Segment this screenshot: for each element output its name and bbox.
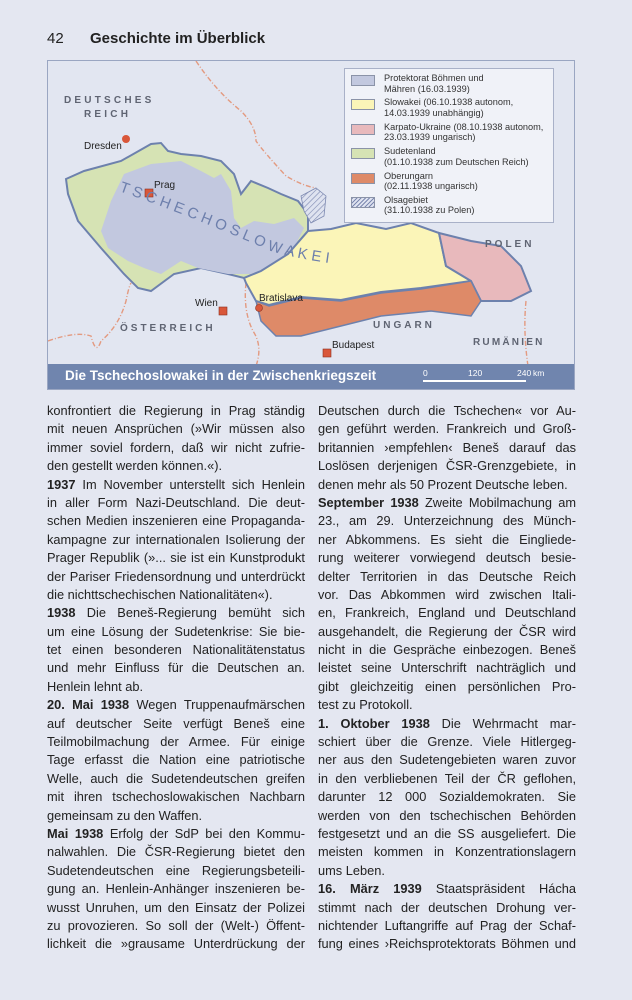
text-line	[47, 825, 305, 843]
legend-text	[384, 146, 529, 167]
text-line	[47, 935, 305, 953]
scale-tick-240: 240	[517, 368, 532, 378]
map-caption-bar	[48, 364, 574, 389]
legend-text	[384, 122, 543, 143]
text-line	[47, 641, 305, 659]
text-line	[318, 715, 576, 733]
entry-date: September 1938	[318, 494, 419, 510]
label-prag: Prag	[154, 180, 176, 191]
line-text: gibt gleichzeitig einen persönlichen Pro-	[318, 678, 576, 694]
line-text: Prager Republik (»... sie ist ein Kunstprodukt	[47, 550, 305, 566]
legend-line: 23.03.1939 ungarisch)	[384, 132, 476, 143]
legend-item	[351, 97, 547, 118]
map-caption: Die Tschechoslowakei in der Zwischenkriegszeit	[65, 368, 377, 383]
historical-map	[47, 60, 575, 390]
scale-tick-0: 0	[423, 368, 428, 378]
line-text: darunter 12 000 Sozialdemokraten. Sie	[318, 789, 576, 805]
line-text: tet einen besonderen Nationalitätenstatus	[47, 642, 305, 658]
line-text: kampagne zur internationalen Isolierung der	[47, 531, 305, 547]
line-text: Wegen Truppenaufmärschen	[129, 697, 305, 713]
line-text: gen geführt werden. Frankreich und Groß-	[318, 421, 576, 437]
legend-line: (01.10.1938 zum Deutschen Reich)	[384, 156, 529, 167]
line-text: in aller Form Nazi-Deutschland. Die deut-	[47, 494, 305, 510]
text-line	[47, 586, 305, 604]
wien-capital-icon	[219, 307, 227, 315]
text-line	[47, 420, 305, 438]
legend-text	[384, 73, 484, 94]
line-text: Zweite Mobilmachung am	[418, 494, 576, 510]
legend-item	[351, 146, 547, 167]
chapter-title: Geschichte im Überblick	[90, 30, 266, 47]
legend-text	[384, 171, 478, 192]
label-dresden: Dresden	[84, 141, 122, 152]
text-column-left	[47, 402, 305, 954]
line-text: Im November unterstellt sich Henlein	[75, 476, 305, 492]
text-line	[318, 568, 576, 586]
line-text: Sudetendeutschen eine Regierungsbeteili-	[47, 862, 305, 878]
legend-item	[351, 171, 547, 192]
text-line	[318, 751, 576, 769]
label-rumaenien: RUMÄNIEN	[473, 337, 545, 348]
text-line	[47, 623, 305, 641]
line-text: nicht in die Gespräche einbezogen. Beneš	[318, 642, 576, 658]
line-text: delter Territorien in das Deutsche Reich	[318, 568, 576, 584]
line-text: gung an. Henlein-Anhänger inszenieren be-	[47, 881, 305, 897]
text-line	[318, 457, 576, 475]
text-line	[318, 476, 576, 494]
line-text: und mehr Einfluss für die Deutschen an.	[47, 660, 305, 676]
text-line	[47, 457, 305, 475]
text-line	[318, 843, 576, 861]
line-text: ner aus den Sudetengebieten waren zuvor	[318, 752, 576, 768]
legend-text	[384, 195, 474, 216]
legend-item	[351, 73, 547, 94]
text-line	[318, 494, 576, 512]
line-text: konfrontiert die Regierung in Prag ständig	[47, 403, 305, 418]
page-number: 42	[47, 30, 64, 47]
text-line	[47, 862, 305, 880]
text-line	[318, 825, 576, 843]
text-line	[318, 899, 576, 917]
text-line	[47, 531, 305, 549]
scale-unit: km	[533, 368, 545, 378]
text-line	[318, 623, 576, 641]
label-deutsches: DEUTSCHES	[64, 95, 155, 106]
text-line	[318, 788, 576, 806]
text-line	[47, 549, 305, 567]
text-line	[47, 568, 305, 586]
line-text: zu provozieren. So soll der (Welt-) Öffent-	[47, 917, 305, 933]
line-text: um eine Lösung der Sudetenkrise: Sie bie-	[47, 623, 305, 639]
legend-item	[351, 195, 547, 216]
line-text: gemeinsam zu den Waffen.	[47, 807, 203, 823]
entry-date: 16. März 1939	[318, 881, 422, 897]
text-line	[318, 678, 576, 696]
text-line	[47, 439, 305, 457]
budapest-capital-icon	[323, 349, 331, 357]
legend-swatch	[351, 148, 375, 159]
label-wien: Wien	[195, 298, 218, 309]
text-line	[318, 402, 576, 420]
line-text: der Pariser Friedensordnung und unterdrückt	[47, 568, 305, 584]
line-text: vor. Das Abkommen wird zwischen Itali-	[318, 586, 576, 602]
line-text: Welle, auch die Sudetendeutschen greifen	[47, 770, 305, 786]
line-text: 23., am 29. Unterzeichnung des Münch-	[318, 513, 576, 529]
line-text: Die Wehrmacht mar-	[429, 715, 576, 731]
legend-line: 14.03.1939 unabhängig)	[384, 107, 484, 118]
text-line	[318, 733, 576, 751]
scale-line	[423, 380, 526, 382]
label-polen: POLEN	[485, 239, 535, 250]
line-text: Deutschen durch die Tschechen« vor Au-	[318, 403, 576, 418]
line-text: britannien ›empfehlen‹ Beneš darauf das	[318, 439, 576, 455]
line-text: in den verbliebenen Teil der ČR geflohen,	[318, 770, 576, 786]
legend-line: Sudetenland	[384, 146, 436, 157]
text-line	[318, 770, 576, 788]
text-line	[318, 862, 576, 880]
text-line	[47, 604, 305, 622]
legend-line: Oberungarn	[384, 170, 434, 181]
label-bratislava: Bratislava	[259, 293, 303, 304]
line-text: leistet seine Unterschrift nachträglich und	[318, 660, 576, 676]
line-text: Erfolg der SdP bei den Kommu-	[103, 825, 305, 841]
text-line	[47, 659, 305, 677]
scale-bar	[423, 368, 553, 386]
text-line	[47, 494, 305, 512]
legend-item	[351, 122, 547, 143]
text-line	[318, 917, 576, 935]
legend-swatch	[351, 99, 375, 110]
dresden-city-icon	[122, 135, 130, 143]
text-line	[47, 899, 305, 917]
entry-date: 1937	[47, 476, 76, 492]
line-text: mit ihren tschechoslowakischen Nachbarn	[47, 789, 305, 805]
text-line	[318, 696, 576, 714]
line-text: schen Medien inszenieren eine Propaganda-	[47, 513, 305, 529]
line-text: Tage erfasst die Nation eine patriotische	[47, 752, 305, 768]
entry-date: 1938	[47, 605, 76, 621]
text-line	[47, 843, 305, 861]
legend-text	[384, 97, 513, 118]
text-line	[318, 935, 576, 953]
legend-line: Olsagebiet	[384, 194, 428, 205]
label-oesterreich: ÖSTERREICH	[120, 323, 216, 334]
text-line	[47, 751, 305, 769]
entry-date: 1. Oktober 1938	[318, 715, 430, 731]
bratislava-city-icon	[256, 305, 263, 312]
text-line	[47, 512, 305, 530]
line-text: schiert über die Grenze. Viele Hitlergeg-	[318, 734, 576, 750]
text-line	[318, 659, 576, 677]
line-text: lichkeit die »grausame Unterdrückung der	[47, 936, 305, 952]
legend-line: Slowakei (06.10.1938 autonom,	[384, 97, 514, 108]
text-line	[47, 733, 305, 751]
text-line	[318, 807, 576, 825]
line-text: immer soviel fordern, daß wir nicht zufrie-	[47, 439, 305, 455]
entry-date: Mai 1938	[47, 825, 104, 841]
line-text: ausgehandelt, die Regierung der ČSR wird	[318, 623, 576, 639]
line-text: Staatspräsident Hácha	[421, 881, 576, 897]
line-text: nalwahlen. Die ČSR-Regierung bietet den	[47, 844, 305, 860]
line-text: meisten kommen in Konzentrationslagern	[318, 844, 576, 860]
line-text: rung weiterer vorwiegend deutsch besie-	[318, 550, 576, 566]
label-budapest: Budapest	[332, 340, 375, 351]
line-text: die nichttschechischen Nationalitäten«).	[47, 586, 273, 602]
legend-swatch	[351, 173, 375, 184]
text-line	[318, 604, 576, 622]
text-line	[318, 531, 576, 549]
line-text: fung eines ›Reichsprotektorats Böhmen und	[318, 936, 576, 952]
legend-line: (31.10.1938 zu Polen)	[384, 205, 475, 216]
text-line	[47, 402, 305, 420]
legend-swatch	[351, 75, 375, 86]
text-line	[318, 439, 576, 457]
text-line	[318, 586, 576, 604]
map-legend	[344, 68, 554, 223]
legend-line: Karpato-Ukraine (08.10.1938 autonom,	[384, 121, 544, 132]
line-text: stimmt nach der deutschen Drohung ver-	[318, 899, 576, 915]
text-line	[47, 917, 305, 935]
legend-swatch	[351, 197, 375, 208]
line-text: auf deutscher Seite verfügt Beneš eine	[47, 715, 305, 731]
line-text: mit neuen Ansprüchen (»Wir müssen also	[47, 421, 305, 437]
scale-tick-120: 120	[468, 368, 483, 378]
label-ungarn: UNGARN	[373, 320, 435, 331]
text-line	[318, 549, 576, 567]
entry-date: 20. Mai 1938	[47, 697, 130, 713]
text-line	[47, 476, 305, 494]
line-text: Die Beneš-Regierung bemüht sich	[75, 605, 305, 621]
line-text: den gestellt werden können.«).	[47, 458, 223, 474]
label-tschechoslowakei: T S C H E C H O S L O W A K E I	[117, 178, 331, 267]
line-text: test zu Protokoll.	[318, 697, 413, 713]
line-text: nichtender Luftangriffe auf Prag der Schaf-	[318, 917, 576, 933]
text-column-right	[318, 402, 576, 954]
legend-line: Protektorat Böhmen und	[384, 73, 484, 83]
text-line	[318, 641, 576, 659]
text-line	[47, 715, 305, 733]
line-text: wusst Unruhen, um den Einsatz der Polizei	[47, 899, 305, 915]
line-text: festgesetzt und an die SS ausgeliefert. Die	[318, 825, 576, 841]
text-line	[47, 807, 305, 825]
text-line	[47, 770, 305, 788]
line-text: ner Abkommens. Es sieht die Eingliede-	[318, 531, 576, 547]
legend-line: (02.11.1938 ungarisch)	[384, 181, 478, 192]
line-text: Teilmobilmachung der Armee. Für einige	[47, 734, 305, 750]
text-line	[47, 788, 305, 806]
line-text: Loslösen derjenigen ČSR-Grenzgebiete, in	[318, 458, 576, 474]
line-text: denen mehr als 50 Prozent Deutsche leben.	[318, 476, 568, 492]
text-line	[318, 880, 576, 898]
legend-swatch	[351, 124, 375, 135]
text-line	[47, 880, 305, 898]
label-reich: REICH	[84, 109, 132, 120]
text-line	[318, 420, 576, 438]
text-line	[47, 696, 305, 714]
line-text: ums Leben.	[318, 862, 385, 878]
text-line	[47, 678, 305, 696]
line-text: en, Frankreich, England und Deutschland	[318, 605, 576, 621]
line-text: Henlein lehnt ab.	[47, 678, 144, 694]
line-text: werden von den tschechischen Behörden	[318, 807, 576, 823]
text-line	[318, 512, 576, 530]
legend-line: Mähren (16.03.1939)	[384, 83, 470, 94]
